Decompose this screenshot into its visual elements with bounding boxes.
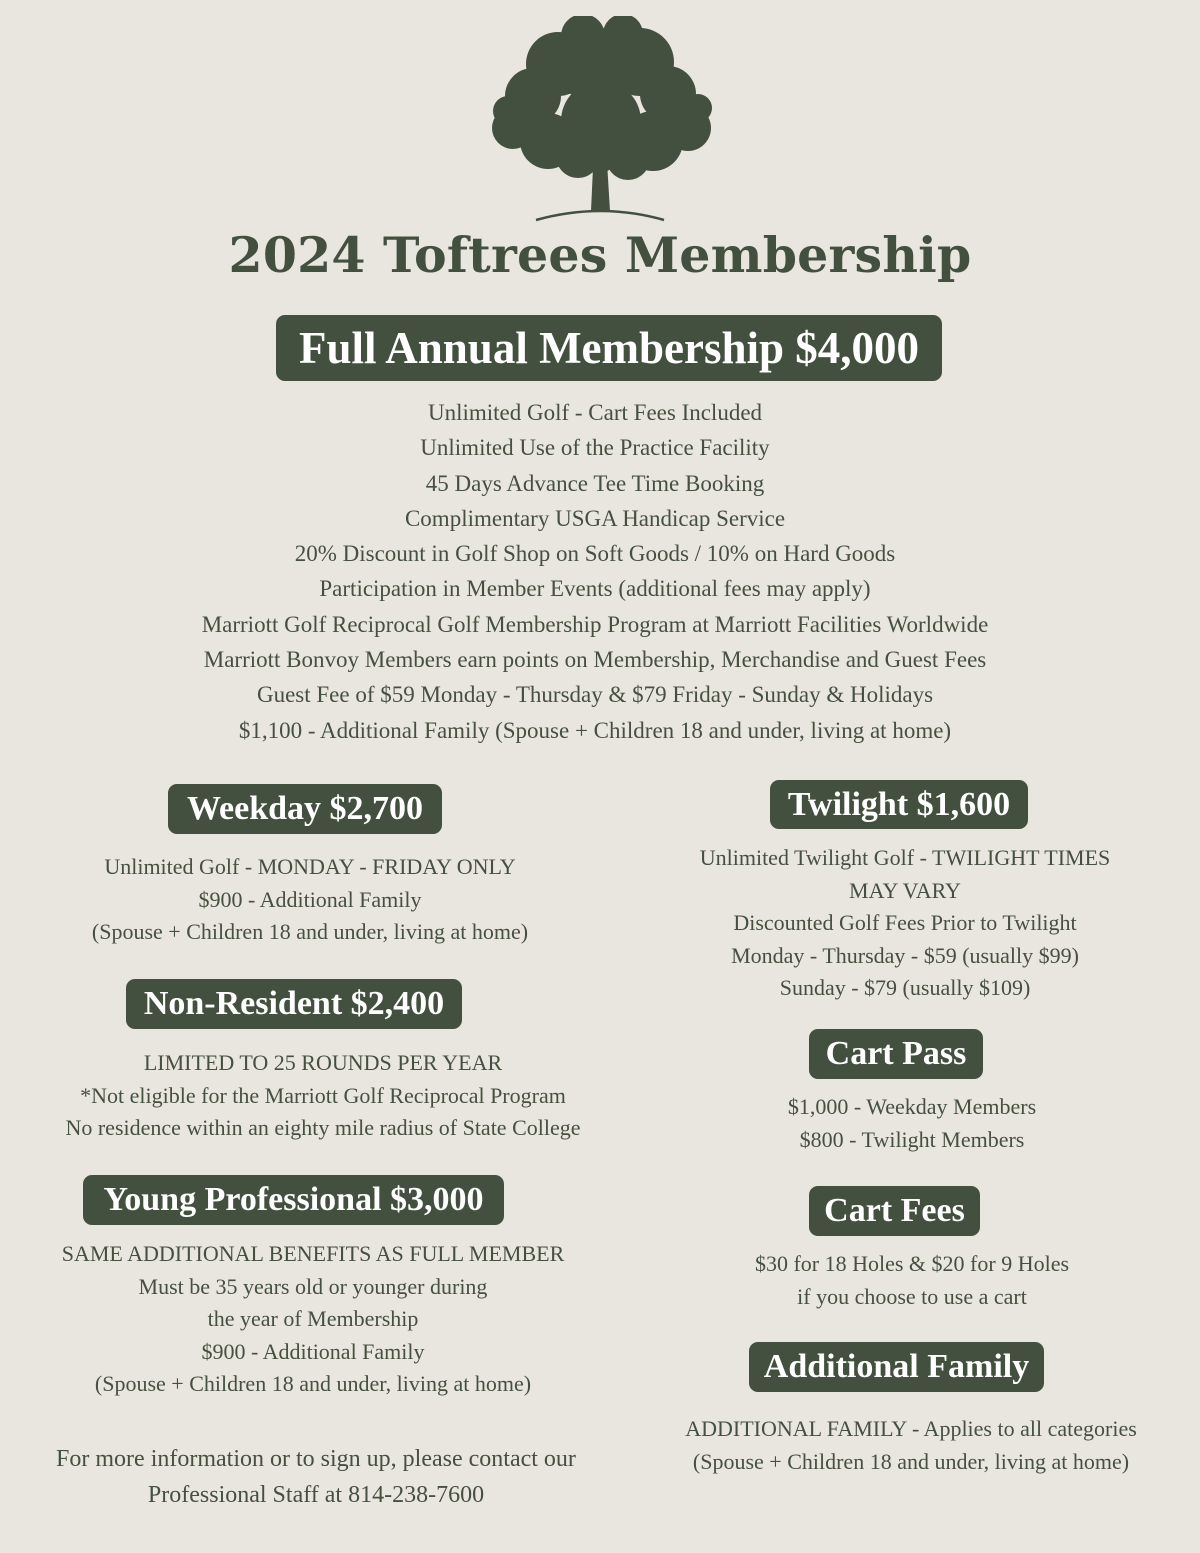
- list-item: No residence within an eighty mile radius of State College: [65, 1115, 581, 1140]
- list-item: $900 - Additional Family: [201, 1338, 425, 1364]
- list-item: Unlimited Golf - Cart Fees Included: [427, 400, 763, 425]
- additional-family-details: [630, 1413, 1192, 1478]
- additional-family-heading-text: Additional Family: [763, 1348, 1030, 1385]
- contact-line: Professional Staff at 814-238-7600: [147, 1482, 485, 1508]
- list-item: Discounted Golf Fees Prior to Twilight: [733, 910, 1077, 935]
- nonresident-heading-text: Non-Resident $2,400: [143, 985, 445, 1022]
- twilight-details: [640, 842, 1170, 1005]
- list-item: Marriott Golf Reciprocal Golf Membership Program at Marriott Facilities Worldwide: [201, 611, 989, 637]
- nonresident-details: [10, 1047, 636, 1145]
- cart-pass-details: [640, 1091, 1184, 1156]
- full-membership-heading: [276, 315, 942, 381]
- list-item: if you choose to use a cart: [797, 1283, 1027, 1309]
- list-item: $800 - Twilight Members: [799, 1126, 1025, 1152]
- list-item: (Spouse + Children 18 and under, living at home): [692, 1448, 1130, 1474]
- cart-fees-details: [640, 1248, 1184, 1313]
- young-professional-heading: [83, 1175, 504, 1225]
- list-item: SAME ADDITIONAL BENEFITS AS FULL MEMBER: [61, 1241, 565, 1266]
- list-item: MAY VARY: [849, 877, 961, 903]
- nonresident-heading: [126, 979, 462, 1029]
- twilight-heading-text: Twilight $1,600: [787, 785, 1011, 823]
- cart-pass-heading: [809, 1029, 983, 1079]
- twilight-heading: [770, 780, 1028, 829]
- contact-info: [0, 1441, 632, 1513]
- additional-family-heading: [749, 1342, 1044, 1392]
- list-item: Complimentary USGA Handicap Service: [404, 505, 786, 531]
- list-item: ADDITIONAL FAMILY - Applies to all categories: [685, 1416, 1137, 1441]
- list-item: 20% Discount in Golf Shop on Soft Goods / 10% on Hard Goods: [294, 541, 896, 567]
- list-item: $1,000 - Weekday Members: [787, 1094, 1037, 1119]
- cart-fees-heading: [809, 1186, 980, 1236]
- page-title: 2024 Toftrees Membership: [228, 226, 972, 284]
- list-item: Must be 35 years old or younger during: [138, 1273, 488, 1299]
- oak-tree-icon: [488, 16, 714, 224]
- list-item: *Not eligible for the Marriott Golf Reciprocal Program: [80, 1082, 566, 1108]
- list-item: (Spouse + Children 18 and under, living at home): [94, 1371, 532, 1396]
- list-item: $30 for 18 Holes & $20 for 9 Holes: [754, 1251, 1070, 1276]
- list-item: Marriott Bonvoy Members earn points on Membership, Merchandise and Guest Fees: [203, 647, 987, 673]
- list-item: $900 - Additional Family: [198, 886, 422, 912]
- cart-pass-heading-text: Cart Pass: [825, 1035, 967, 1072]
- contact-line: For more information or to sign up, please contact our: [56, 1446, 576, 1472]
- list-item: 45 Days Advance Tee Time Booking: [425, 470, 765, 496]
- young-professional-heading-text: Young Professional $3,000: [103, 1181, 484, 1218]
- list-item: LIMITED TO 25 ROUNDS PER YEAR: [143, 1050, 503, 1075]
- list-item: Guest Fee of $59 Monday - Thursday & $79 Friday - Sunday & Holidays: [256, 682, 934, 708]
- list-item: the year of Membership: [207, 1306, 419, 1331]
- young-professional-details: [0, 1238, 626, 1401]
- list-item: Participation in Member Events (additional fees may apply): [319, 576, 871, 602]
- list-item: Monday - Thursday - $59 (usually $99): [731, 942, 1079, 968]
- cart-fees-heading-text: Cart Fees: [824, 1192, 965, 1229]
- weekday-details: [10, 851, 610, 949]
- list-item: (Spouse + Children 18 and under, living at home): [91, 919, 529, 944]
- full-membership-benefits: [20, 395, 1170, 748]
- weekday-heading: [168, 784, 442, 834]
- list-item: Unlimited Twilight Golf - TWILIGHT TIMES: [699, 845, 1111, 870]
- list-item: Sunday - $79 (usually $109): [779, 975, 1031, 1000]
- full-membership-heading-text: Full Annual Membership $4,000: [298, 323, 920, 373]
- weekday-heading-text: Weekday $2,700: [186, 790, 424, 827]
- list-item: Unlimited Use of the Practice Facility: [420, 435, 770, 461]
- list-item: Unlimited Golf - MONDAY - FRIDAY ONLY: [104, 854, 516, 879]
- list-item: $1,100 - Additional Family (Spouse + Children 18 and under, living at home): [238, 717, 952, 743]
